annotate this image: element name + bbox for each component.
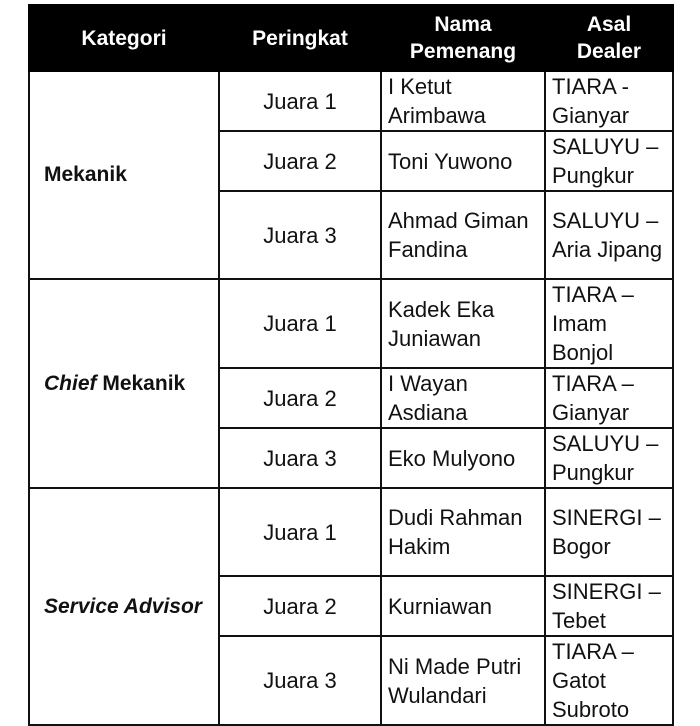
category-name: Mekanik — [44, 163, 127, 186]
dealer-cell: SINERGI – Bogor — [545, 488, 673, 576]
dealer-cell: TIARA – Imam Bonjol — [545, 279, 673, 368]
header-asal-dealer: Asal Dealer — [545, 5, 673, 71]
rank-cell: Juara 3 — [219, 191, 381, 279]
dealer-cell: SINERGI – Tebet — [545, 576, 673, 636]
table-row — [29, 279, 673, 368]
winner-name-cell: Ahmad Giman Fandina — [381, 191, 545, 279]
category-cell-chief-mekanik — [29, 279, 219, 488]
winner-name-cell: Toni Yuwono — [381, 131, 545, 191]
winner-name-cell: Kadek Eka Juniawan — [381, 279, 545, 368]
rank-cell: Juara 1 — [219, 71, 381, 131]
winner-name-cell: Dudi Rahman Hakim — [381, 488, 545, 576]
dealer-cell: TIARA - Gianyar — [545, 71, 673, 131]
dealer-cell: TIARA – Gianyar — [545, 368, 673, 428]
rank-cell: Juara 3 — [219, 428, 381, 488]
winners-table — [28, 4, 674, 726]
rank-cell: Juara 1 — [219, 488, 381, 576]
dealer-cell: SALUYU – Aria Jipang — [545, 191, 673, 279]
header-row — [29, 5, 673, 71]
dealer-cell: TIARA – Gatot Subroto — [545, 636, 673, 725]
dealer-cell: SALUYU – Pungkur — [545, 131, 673, 191]
category-name-italic: Service Advisor — [44, 594, 202, 618]
winner-name-cell: Ni Made Putri Wulandari — [381, 636, 545, 725]
category-cell-mekanik — [29, 71, 219, 279]
winner-name-cell: Eko Mulyono — [381, 428, 545, 488]
table-row — [29, 488, 673, 576]
category-name: Mekanik — [96, 371, 186, 395]
dealer-cell: SALUYU – Pungkur — [545, 428, 673, 488]
header-peringkat: Peringkat — [219, 5, 381, 71]
header-nama-pemenang: Nama Pemenang — [381, 5, 545, 71]
rank-cell: Juara 3 — [219, 636, 381, 725]
category-name-italic: Chief — [44, 371, 97, 395]
winner-name-cell: I Ketut Arimbawa — [381, 71, 545, 131]
winner-name-cell: Kurniawan — [381, 576, 545, 636]
rank-cell: Juara 1 — [219, 279, 381, 368]
table-row — [29, 71, 673, 131]
rank-cell: Juara 2 — [219, 576, 381, 636]
category-cell-service-advisor — [29, 488, 219, 725]
rank-cell: Juara 2 — [219, 131, 381, 191]
header-kategori: Kategori — [29, 5, 219, 71]
rank-cell: Juara 2 — [219, 368, 381, 428]
winner-name-cell: I Wayan Asdiana — [381, 368, 545, 428]
